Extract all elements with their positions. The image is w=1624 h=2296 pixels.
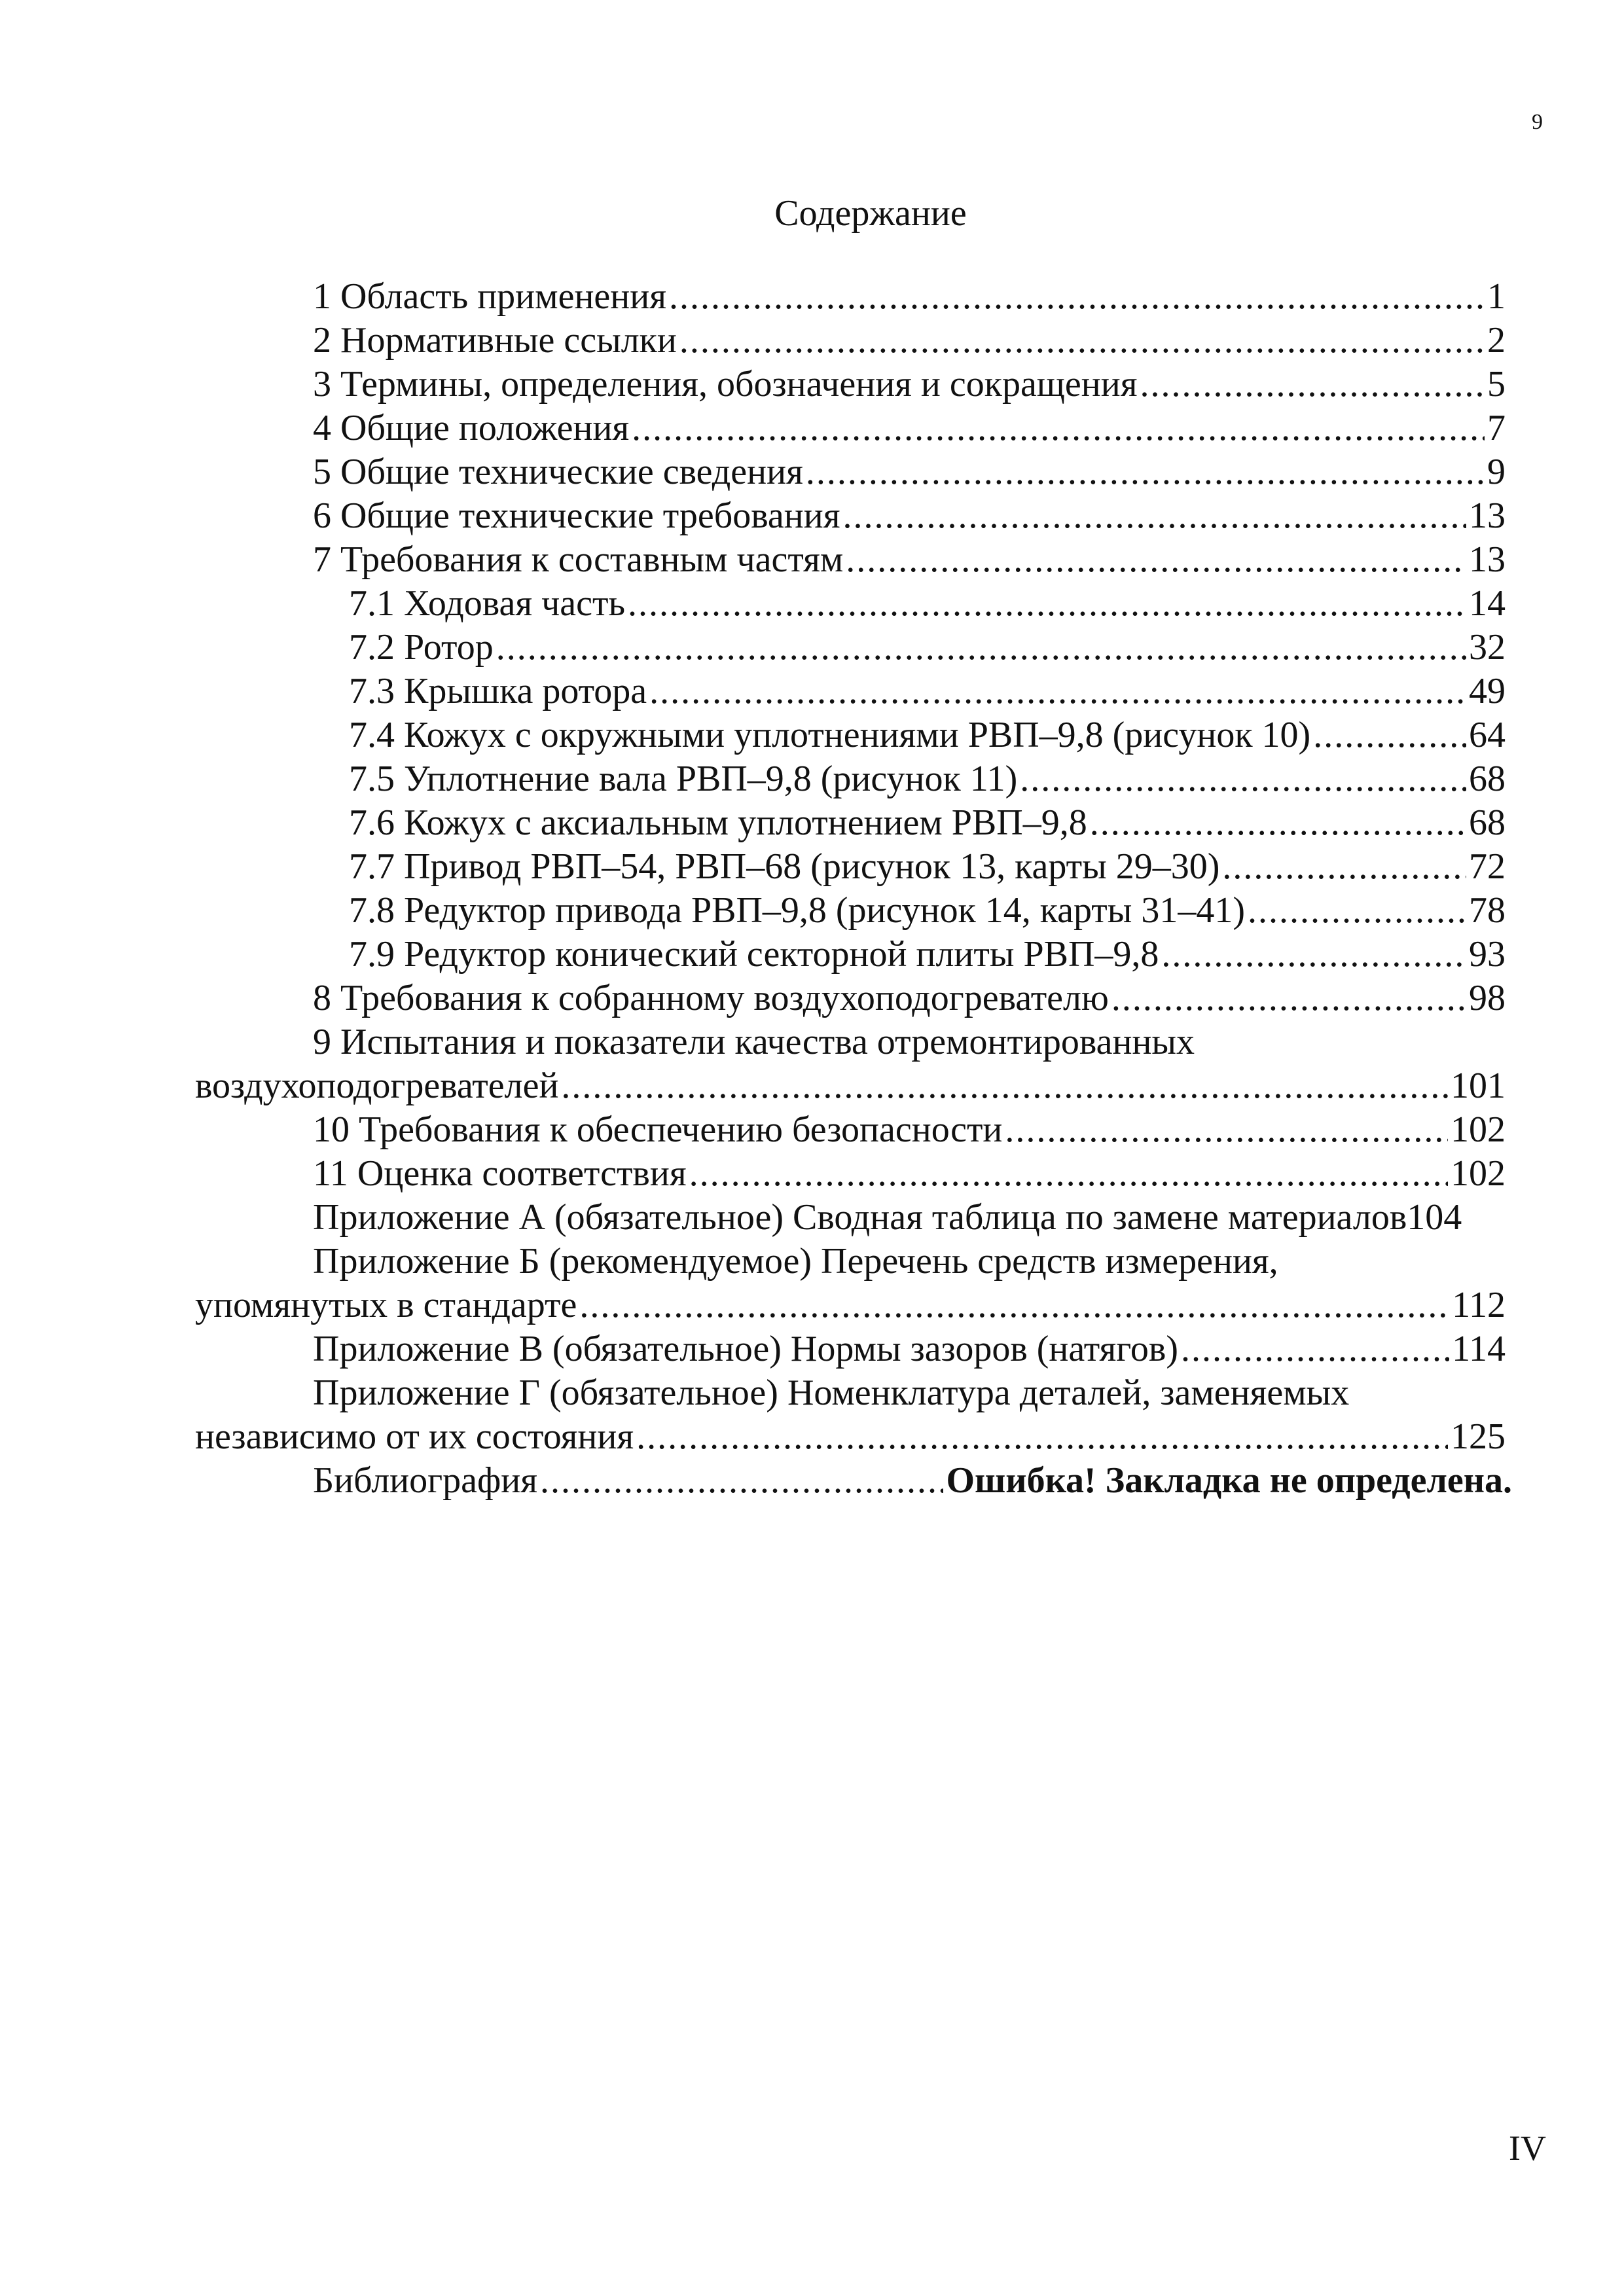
toc-leader xyxy=(579,1283,1449,1327)
toc-entry[interactable] xyxy=(313,319,1506,362)
toc-entry-page: 101 xyxy=(1451,1066,1506,1106)
roman-page-number: IV xyxy=(1509,2128,1546,2168)
toc-entry-text: 7.6 Кожух с аксиальным уплотнением РВП–9,8 xyxy=(349,802,1087,843)
toc-entry-text: 7.5 Уплотнение вала РВП–9,8 (рисунок 11) xyxy=(349,759,1018,799)
toc-entry-page: 64 xyxy=(1469,715,1506,755)
toc-entry-page: 7 xyxy=(1487,408,1506,448)
toc-entry-page: 49 xyxy=(1469,671,1506,711)
toc-subentry[interactable] xyxy=(349,670,1506,713)
toc-entry[interactable] xyxy=(313,406,1506,450)
toc-entry-page: 72 xyxy=(1469,846,1506,887)
toc-entry[interactable] xyxy=(313,1108,1506,1151)
toc-entry-text: 7.9 Редуктор конический секторной плиты РВП–9,8 xyxy=(349,934,1159,975)
toc-entry-page: 68 xyxy=(1469,802,1506,843)
toc-leader xyxy=(628,582,1466,625)
toc-entry-text: Приложение В (обязательное) Нормы зазоров (натягов) xyxy=(313,1329,1178,1369)
toc-entry-text: 7.8 Редуктор привода РВП–9,8 (рисунок 14, карты 31–41) xyxy=(349,890,1246,931)
toc-entry-text: 7.1 Ходовая часть xyxy=(349,583,625,624)
toc-entry-page: 114 xyxy=(1452,1329,1506,1369)
toc-entry-page: 78 xyxy=(1469,890,1506,931)
toc-entry-text: упомянутых в стандарте xyxy=(195,1285,577,1325)
toc-entry-page: 93 xyxy=(1469,934,1506,975)
toc-entry-page: 102 xyxy=(1451,1153,1506,1194)
toc-entry-text: 5 Общие технические сведения xyxy=(313,452,803,492)
toc-entry-text: 6 Общие технические требования xyxy=(313,495,840,536)
toc-entry-continuation[interactable] xyxy=(195,1415,1506,1458)
bookmark-error-message: Ошибка! Закладка не определена. xyxy=(946,1460,1512,1501)
toc-leader xyxy=(1005,1108,1448,1151)
toc-entry-text: 2 Нормативные ссылки xyxy=(313,320,677,361)
toc-entry-text: 11 Оценка соответствия xyxy=(313,1153,687,1194)
toc-entry-page: 102 xyxy=(1451,1109,1506,1150)
toc-leader xyxy=(1248,889,1466,932)
toc-entry-text: 7 Требования к составным частям xyxy=(313,539,844,580)
toc-entry-page: 14 xyxy=(1469,583,1506,624)
toc-entry-text: независимо от их состояния xyxy=(195,1416,634,1457)
toc-entry-page: 9 xyxy=(1487,452,1506,492)
toc-entry-text: воздухоподогревателей xyxy=(195,1066,559,1106)
toc-leader xyxy=(1313,713,1466,757)
toc-entry-text: 7.7 Привод РВП–54, РВП–68 (рисунок 13, карты 29–30) xyxy=(349,846,1220,887)
toc-entry-text: 1 Область применения xyxy=(313,276,666,317)
toc-leader xyxy=(1222,845,1466,888)
toc-subentry[interactable] xyxy=(349,626,1506,669)
toc-entry-text: 3 Термины, определения, обозначения и сокращения xyxy=(313,364,1138,404)
toc-entry-text: 7.2 Ротор xyxy=(349,627,494,668)
toc-entry-page: 13 xyxy=(1469,495,1506,536)
toc-entry-page: 98 xyxy=(1469,978,1506,1018)
toc-subentry[interactable] xyxy=(349,933,1506,976)
toc-entry-text: 8 Требования к собранному воздухоподогревателю xyxy=(313,978,1109,1018)
toc-entry[interactable] xyxy=(313,450,1506,493)
page-number: 9 xyxy=(1532,110,1543,134)
toc-subentry[interactable] xyxy=(349,713,1506,757)
toc-leader xyxy=(1090,801,1466,844)
toc-entry-text: Библиография xyxy=(313,1460,537,1501)
toc-leader xyxy=(669,275,1485,318)
toc-leader xyxy=(1181,1327,1449,1371)
toc-entry-first-line[interactable]: Приложение Б (рекомендуемое) Перечень средств измерения, xyxy=(313,1241,1278,1282)
toc-entry-text: 10 Требования к обеспечению безопасности xyxy=(313,1109,1003,1150)
toc-entry-first-line[interactable]: Приложение Г (обязательное) Номенклатура деталей, заменяемых xyxy=(313,1372,1350,1413)
toc-entry-page: 112 xyxy=(1452,1285,1506,1325)
toc-entry-continuation[interactable] xyxy=(195,1283,1506,1327)
toc-entry-page: 104 xyxy=(1407,1197,1462,1238)
toc-entry-first-line[interactable]: 9 Испытания и показатели качества отремонтированных xyxy=(313,1022,1195,1062)
toc-entry-continuation[interactable] xyxy=(195,1064,1506,1107)
toc-leader xyxy=(1140,363,1485,406)
toc-entry-page: 68 xyxy=(1469,759,1506,799)
toc-leader xyxy=(689,1152,1448,1195)
toc-leader xyxy=(496,626,1466,669)
toc-subentry[interactable] xyxy=(349,582,1506,625)
toc-entry[interactable] xyxy=(313,538,1506,581)
toc-leader xyxy=(561,1064,1448,1107)
toc-subentry[interactable] xyxy=(349,845,1506,888)
toc-leader xyxy=(1111,977,1466,1020)
toc-leader xyxy=(806,450,1485,493)
toc-subentry[interactable] xyxy=(349,801,1506,844)
toc-leader xyxy=(649,670,1466,713)
toc-entry[interactable] xyxy=(313,977,1506,1020)
toc-leader xyxy=(540,1459,943,1502)
toc-entry-text: Приложение А (обязательное) Сводная таблица по замене материалов xyxy=(313,1197,1407,1238)
toc-leader xyxy=(846,538,1466,581)
toc-entry-page: 1 xyxy=(1487,276,1506,317)
toc-entry-bibliography[interactable] xyxy=(313,1459,1512,1502)
toc-entry[interactable] xyxy=(313,363,1506,406)
toc-leader xyxy=(632,406,1485,450)
toc-entry-text: 7.4 Кожух с окружными уплотнениями РВП–9,8 (рисунок 10) xyxy=(349,715,1311,755)
toc-entry-page: 13 xyxy=(1469,539,1506,580)
toc-leader xyxy=(679,319,1485,362)
toc-entry[interactable] xyxy=(313,275,1506,318)
toc-leader xyxy=(1020,757,1466,800)
toc-leader xyxy=(842,494,1466,537)
toc-entry-page: 2 xyxy=(1487,320,1506,361)
toc-entry-text: 7.3 Крышка ротора xyxy=(349,671,647,711)
toc-entry-page: 5 xyxy=(1487,364,1506,404)
toc-entry-appendix-a[interactable] xyxy=(313,1196,1462,1239)
toc-leader xyxy=(636,1415,1448,1458)
toc-leader xyxy=(1161,933,1466,976)
toc-entry[interactable] xyxy=(313,494,1506,537)
toc-entry[interactable] xyxy=(313,1327,1506,1371)
toc-subentry[interactable] xyxy=(349,889,1506,932)
page-title: Содержание xyxy=(774,193,967,234)
toc-entry-page: 125 xyxy=(1451,1416,1506,1457)
toc-entry-page: 32 xyxy=(1469,627,1506,668)
toc-entry-text: 4 Общие положения xyxy=(313,408,630,448)
toc-subentry[interactable] xyxy=(349,757,1506,800)
toc-entry[interactable] xyxy=(313,1152,1506,1195)
